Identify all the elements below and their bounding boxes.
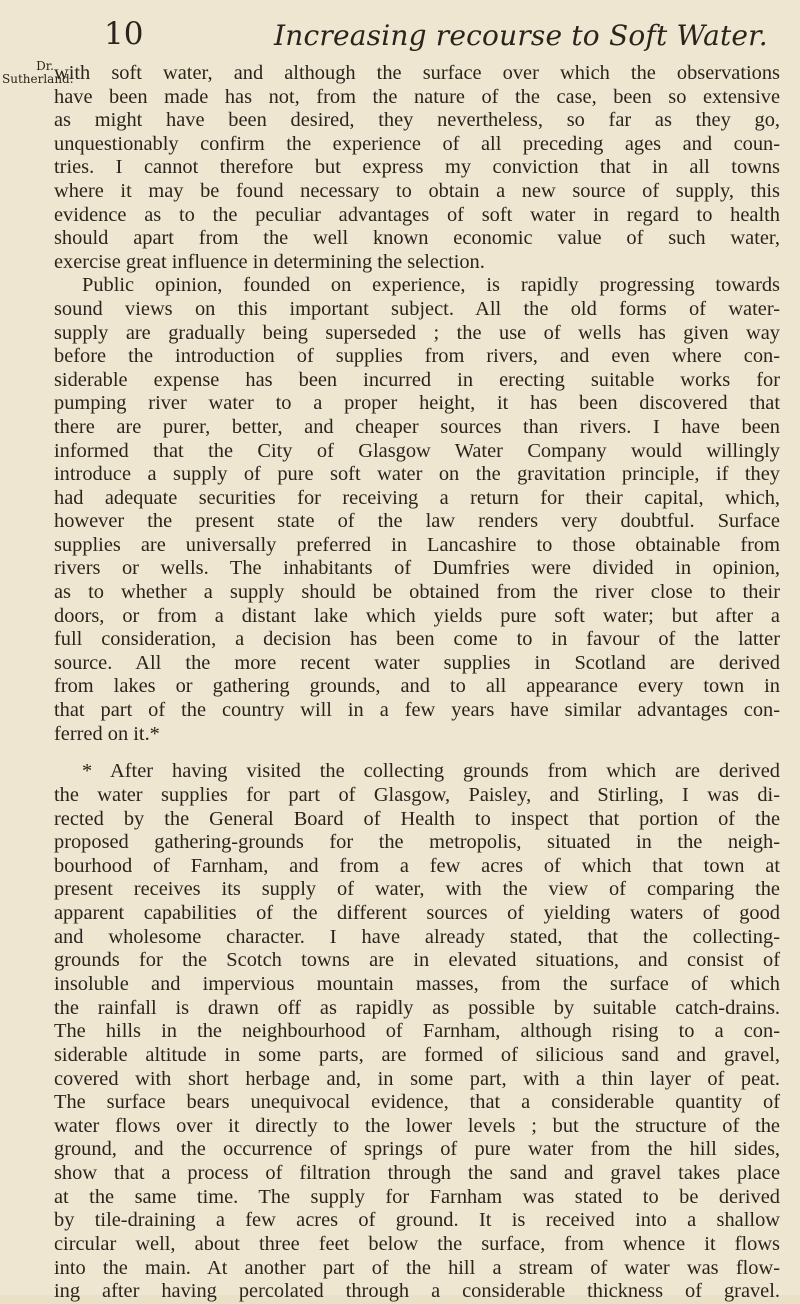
footnote-line: the water supplies for part of Glasgow, Paisley, and Stirling, I was di-: [54, 783, 780, 806]
footnote-line: apparent capabilities of the different sources of yielding waters of good: [54, 902, 780, 925]
text-line: have been made has not, from the nature of the case, been so extensive: [54, 85, 780, 108]
footnote-line: circular well, about three feet below the surface, from whence it flows: [54, 1233, 780, 1256]
text-line: before the introduction of supplies from rivers, and even where con-: [54, 345, 780, 368]
text-line: however the present state of the law renders very doubtful. Surface: [54, 510, 780, 533]
footnote-line: at the same time. The supply for Farnham was stated to be derived: [54, 1185, 780, 1208]
footnote-line: and wholesome character. I have already stated, that the collecting-: [54, 925, 780, 948]
footnote-line: water flows over it directly to the lower levels ; but the structure of the: [54, 1114, 780, 1137]
footnote-line: The hills in the neighbourhood of Farnham, although rising to a con-: [54, 1020, 780, 1043]
text-line: introduce a supply of pure soft water on the gravitation principle, if they: [54, 463, 780, 486]
page-body: [54, 62, 780, 1304]
margin-note: [2, 59, 74, 86]
text-line: doors, or from a distant lake which yields pure soft water; but after a: [54, 604, 780, 627]
footnote-line: insoluble and impervious mountain masses, from the surface of which: [54, 972, 780, 995]
running-title: Increasing recourse to Soft Water.: [274, 19, 768, 52]
footnote-line: into the main. At another part of the hill a stream of water was flow-: [54, 1256, 780, 1279]
text-line: as might have been desired, they nevertheless, so far as they go,: [54, 109, 780, 132]
footnote-line: siderable altitude in some parts, are formed of silicious sand and gravel,: [54, 1043, 780, 1066]
text-line: informed that the City of Glasgow Water Company would willingly: [54, 439, 780, 462]
footnote-line: grounds for the Scotch towns are in elevated situations, and consist of: [54, 949, 780, 972]
footnote-gap: [54, 746, 780, 760]
footnote-line: proposed gathering-grounds for the metropolis, situated in the neigh-: [54, 831, 780, 854]
text-line: tries. I cannot therefore but express my conviction that in all towns: [54, 156, 780, 179]
text-line: should apart from the well known economic value of such water,: [54, 227, 780, 250]
text-line: as to whether a supply should be obtained from the river close to their: [54, 581, 780, 604]
text-line: rivers or wells. The inhabitants of Dumfries were divided in opinion,: [54, 557, 780, 580]
footnote-line: ground, and the occurrence of springs of pure water from the hill sides,: [54, 1138, 780, 1161]
text-line: Public opinion, founded on experience, is rapidly progressing towards: [82, 274, 780, 297]
text-line: from lakes or gathering grounds, and to all appearance every town in: [54, 675, 780, 698]
text-line: evidence as to the peculiar advantages of soft water in regard to health: [54, 203, 780, 226]
footnote: [54, 760, 780, 1304]
footnote-line: show that a process of filtration through the sand and gravel takes place: [54, 1162, 780, 1185]
text-line: had adequate securities for receiving a return for their capital, which,: [54, 486, 780, 509]
text-line: with soft water, and although the surface over which the observations: [54, 62, 780, 84]
text-line: supplies are universally preferred in Lancashire to those obtainable from: [54, 533, 780, 556]
text-line: sound views on this important subject. All the old forms of water-: [54, 297, 780, 320]
text-line: full consideration, a decision has been come to in favour of the latter: [54, 628, 780, 651]
text-line: exercise great influence in determining the selection.: [54, 250, 485, 273]
text-line: pumping river water to a proper height, it has been discovered that: [54, 392, 780, 415]
text-line: siderable expense has been incurred in erecting suitable works for: [54, 368, 780, 391]
footnote-line: bourhood of Farnham, and from a few acres of which that town at: [54, 854, 780, 877]
text-line: where it may be found necessary to obtain a new source of supply, this: [54, 179, 780, 202]
text-line: source. All the more recent water supplies in Scotland are derived: [54, 651, 780, 674]
footnote-line: covered with short herbage and, in some part, with a thin layer of peat.: [54, 1067, 780, 1090]
footnote-line: * After having visited the collecting grounds from which are derived: [82, 760, 780, 783]
text-line: ferred on it.*: [54, 722, 160, 745]
main-text: [54, 62, 780, 746]
text-line: supply are gradually being superseded ; the use of wells has given way: [54, 321, 780, 344]
footnote-line: rected by the General Board of Health to inspect that portion of the: [54, 807, 780, 830]
footnote-line: The surface bears unequivocal evidence, that a considerable quantity of: [54, 1091, 780, 1114]
page-header: [104, 14, 784, 54]
footnote-line: the rainfall is drawn off as rapidly as possible by suitable catch-drains.: [54, 996, 780, 1019]
margin-note-line: Sutherland.: [2, 72, 74, 86]
footnote-line: by tile-draining a few acres of ground. It is received into a shallow: [54, 1209, 780, 1232]
footnote-line: present receives its supply of water, with the view of comparing the: [54, 878, 780, 901]
margin-note-line: Dr.: [36, 59, 54, 73]
text-line: there are purer, better, and cheaper sources than rivers. I have been: [54, 415, 780, 438]
page-number: 10: [104, 16, 144, 52]
text-line: unquestionably confirm the experience of all preceding ages and coun-: [54, 132, 780, 155]
footnote-line: ing after having percolated through a considerable thickness of gravel.: [54, 1280, 780, 1303]
text-line: that part of the country will in a few years have similar advantages con-: [54, 699, 780, 722]
